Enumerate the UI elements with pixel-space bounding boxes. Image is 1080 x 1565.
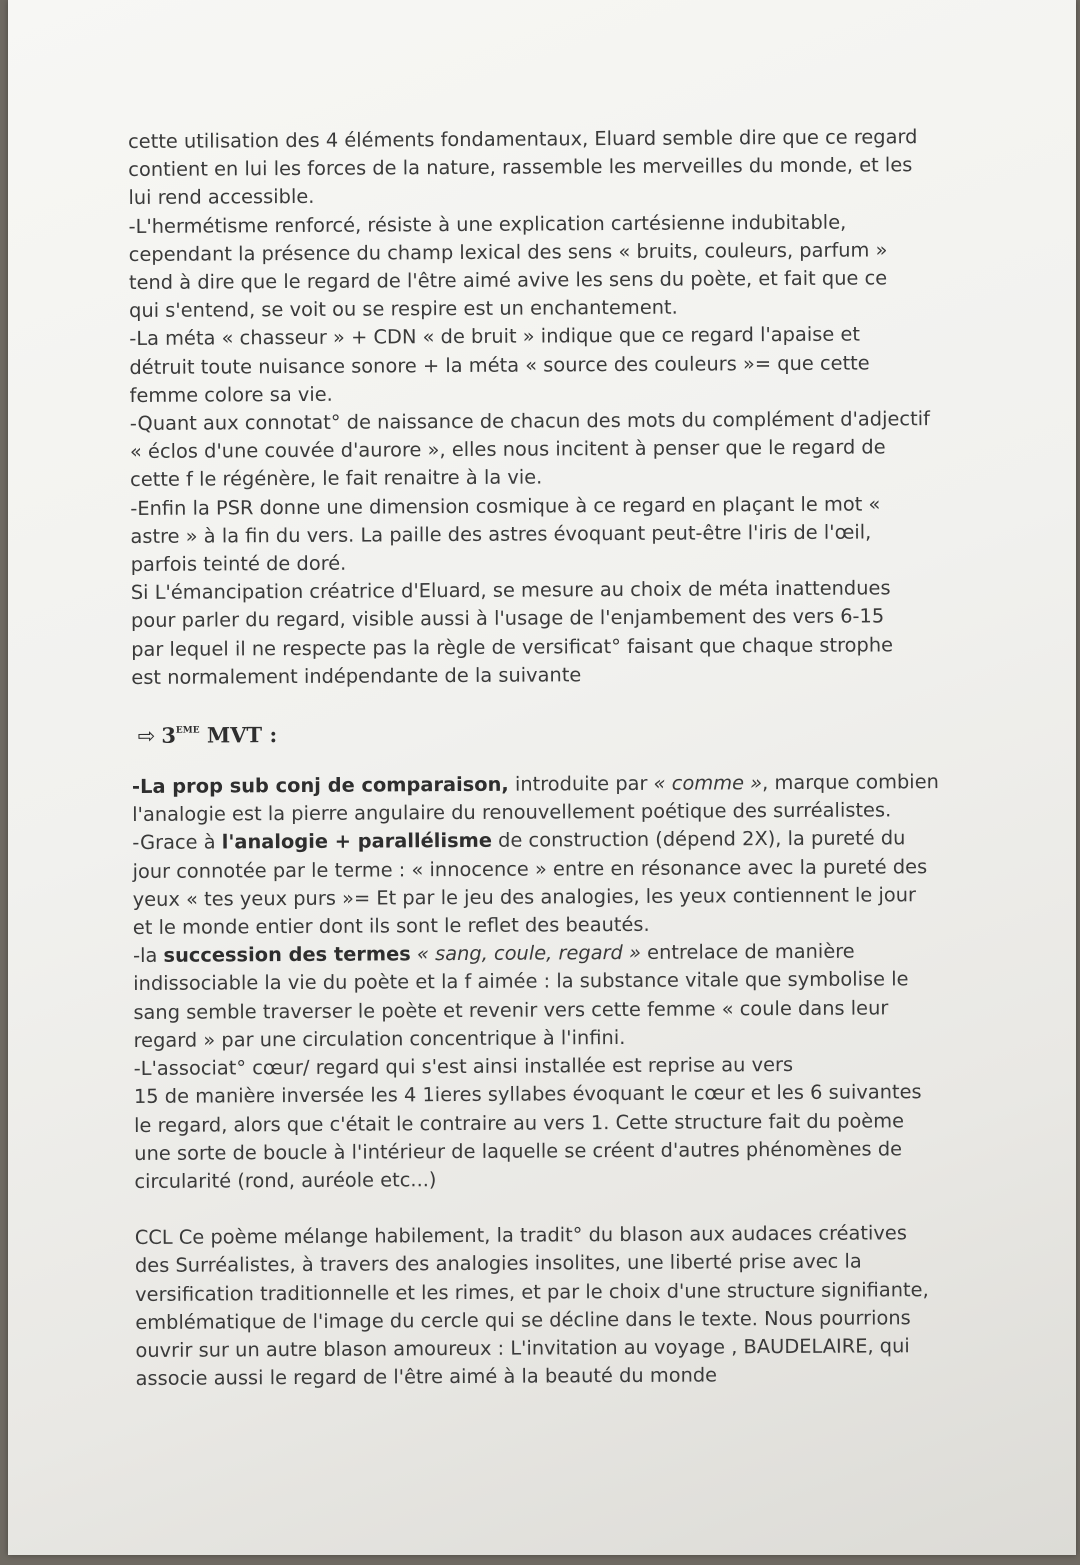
text-line: par lequel il ne respecte pas la règle de versificat° faisant que chaque strophe xyxy=(131,632,894,661)
text-line: tend à dire que le regard de l'être aimé avive les sens du poète, et fait que ce xyxy=(128,266,888,295)
text-line: -Enfin la PSR donne une dimension cosmique à ce regard en plaçant le mot « xyxy=(130,492,881,520)
heading-ordinal-suffix: EME xyxy=(175,725,200,736)
section-heading xyxy=(138,709,952,753)
paragraph-group-third-movement xyxy=(132,768,955,1196)
text-line xyxy=(132,824,952,857)
bold-term: succession des termes xyxy=(163,942,411,968)
text-line: femme colore sa vie. xyxy=(129,382,333,407)
text-line: détruit toute nuisance sonore + la méta « source des couleurs »= que cette xyxy=(129,351,870,379)
bold-term: -La prop sub conj de comparaison, xyxy=(131,772,509,799)
text-line: qui s'entend, se voit ou se respire est un enchantement. xyxy=(129,295,678,323)
text-line: une sorte de boucle à l'intérieur de laquelle se créent d'autres phénomènes de xyxy=(134,1136,903,1165)
paragraph-group-analysis xyxy=(128,123,951,692)
text-line: -L'associat° cœur/ regard qui s'est ainsi installée est reprise au vers xyxy=(133,1053,794,1081)
heading-label: MVT : xyxy=(206,722,278,748)
document-body xyxy=(128,123,956,1393)
text-line: emblématique de l'image du cercle qui se décline dans le texte. Nous pourrions xyxy=(135,1305,911,1334)
paragraph-conclusion xyxy=(135,1219,956,1393)
text-line: et le monde entier dont ils sont le reflet des beautés. xyxy=(132,912,650,940)
text-line: associe aussi le regard de l'être aimé à la beauté du monde xyxy=(135,1363,718,1391)
text-run: introduite par xyxy=(508,771,654,796)
text-line: ouvrir sur un autre blason amoureux : L'invitation au voyage , BAUDELAIRE, qui xyxy=(135,1334,910,1362)
heading-number: 3 xyxy=(161,722,177,748)
italic-quote: « sang, coule, regard » xyxy=(410,941,642,966)
text-line: -Quant aux connotat° de naissance de chacun des mots du complément d'adjectif xyxy=(129,407,930,436)
text-run: -Grace à xyxy=(132,830,222,855)
italic-quote: « comme » xyxy=(653,771,763,795)
paper-page xyxy=(8,0,1076,1555)
text-line: pour parler du regard, visible aussi à l'usage de l'enjambement des vers 6-15 xyxy=(130,604,885,633)
arrow-right-icon: ⇨ xyxy=(137,723,156,749)
text-line: cette f le régénère, le fait renaitre à la vie. xyxy=(130,465,543,492)
text-line: est normalement indépendante de la suivante xyxy=(131,663,582,689)
text-line: « éclos d'une couvée d'aurore », elles nous incitent à penser que le regard de xyxy=(129,435,886,464)
text-line: -La méta « chasseur » + CDN « de bruit » indique que ce regard l'apaise et xyxy=(129,322,861,351)
text-line: versification traditionnelle et les rimes, et par le choix d'une structure signifiante, xyxy=(135,1277,929,1306)
text-run: de construction (dépend 2X), la pureté du xyxy=(491,826,906,853)
text-run: entrelace de manière xyxy=(640,939,855,965)
text-line: lui rend accessible. xyxy=(128,185,315,210)
text-line: -L'hermétisme renforcé, résiste à une explication cartésienne indubitable, xyxy=(128,210,847,238)
text-run: -la xyxy=(132,944,164,968)
text-line: indissociable la vie du poète et la f aimée : la substance vitale que symbolise le xyxy=(133,967,909,996)
text-line: circularité (rond, auréole etc...) xyxy=(134,1168,437,1193)
text-line: parfois teinté de doré. xyxy=(130,551,347,577)
text-line: sang semble traverser le poète et revenir vers cette femme « coule dans leur xyxy=(133,996,889,1024)
text-line: yeux « tes yeux purs »= Et par le jeu des analogies, les yeux contiennent le jour xyxy=(132,883,917,911)
text-line: 15 de manière inversée les 4 1ieres syllabes évoquant le cœur et les 6 suivantes xyxy=(133,1080,922,1109)
bold-term: l'analogie + parallélisme xyxy=(221,829,493,854)
text-line: cependant la présence du champ lexical des sens « bruits, couleurs, parfum » xyxy=(128,238,888,266)
text-line: contient en lui les forces de la nature, rassemble les merveilles du monde, et les xyxy=(128,153,913,182)
text-line: le regard, alors que c'était le contraire au vers 1. Cette structure fait du poème xyxy=(134,1108,905,1137)
text-line: cette utilisation des 4 éléments fondamentaux, Eluard semble dire que ce regard xyxy=(128,125,918,153)
text-line: des Surréalistes, à travers des analogies insolites, une liberté prise avec la xyxy=(134,1249,862,1278)
text-run: , marque combien xyxy=(762,770,939,795)
text-line: jour connotée par le terme : « innocence » entre en résonance avec la pureté des xyxy=(132,854,928,883)
text-line: CCL Ce poème mélange habilement, la tradit° du blason aux audaces créatives xyxy=(134,1221,907,1250)
text-line: regard » par une circulation concentrique à l'infini. xyxy=(133,1025,626,1052)
text-line: Si L'émancipation créatrice d'Eluard, se mesure au choix de méta inattendues xyxy=(130,576,891,605)
text-line: l'analogie est la pierre angulaire du renouvellement poétique des surréalistes. xyxy=(132,798,892,827)
text-line: astre » à la fin du vers. La paille des astres évoquant peut-être l'iris de l'œil, xyxy=(130,520,872,548)
